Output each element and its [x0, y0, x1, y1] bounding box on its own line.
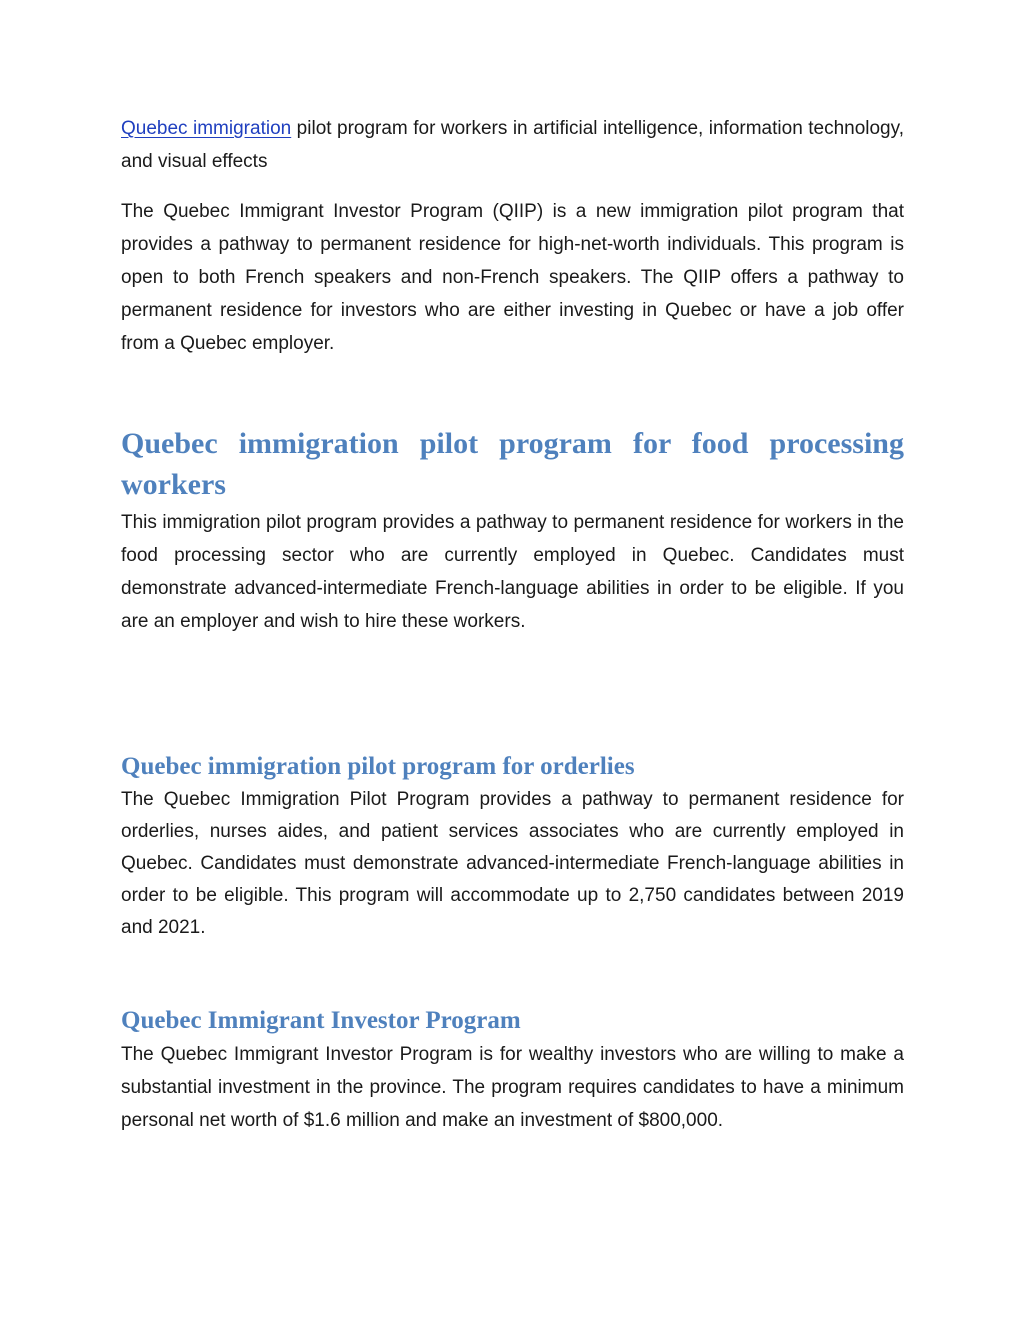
orderlies-heading: Quebec immigration pilot program for orderlies	[121, 753, 635, 780]
investor-program-body: The Quebec Immigrant Investor Program is for wealthy investors who are willing to make a substantial investment in the province. The program requires candidates to have a minimum personal net worth of $1.6 million and make an investment of $800,000.	[121, 1044, 904, 1131]
intro-paragraph	[121, 112, 904, 178]
quebec-immigration-link[interactable]: Quebec immigration	[121, 118, 292, 139]
document-page	[121, 112, 904, 1137]
food-processing-heading: Quebec immigration pilot program for food processing workers	[121, 427, 904, 501]
intro-text: pilot program for workers in artificial intelligence, information technology, and visual effects	[121, 118, 904, 172]
qiip-paragraph: The Quebec Immigrant Investor Program (QIIP) is a new immigration pilot program that provides a pathway to permanent residence for high-net-worth individuals. This program is open to both French speakers and non-French speakers. The QIIP offers a pathway to permanent residence for investors who are either investing in Quebec or have a job offer from a Quebec employer.	[121, 201, 904, 354]
food-processing-body: This immigration pilot program provides a pathway to permanent residence for workers in the food processing sector who are currently employed in Quebec. Candidates must demonstrate advanced-intermediate French-language abilities in order to be eligible. If you are an employer and wish to hire these workers.	[121, 512, 904, 632]
orderlies-body: The Quebec Immigration Pilot Program provides a pathway to permanent residence for orderlies, nurses aides, and patient services associates who are currently employed in Quebec. Candidates must demonstrate advanced-intermediate French-language abilities in order to be eligible. This program will accommodate up to 2,750 candidates between 2019 and 2021.	[121, 789, 904, 938]
investor-program-heading: Quebec Immigrant Investor Program	[121, 1007, 521, 1034]
